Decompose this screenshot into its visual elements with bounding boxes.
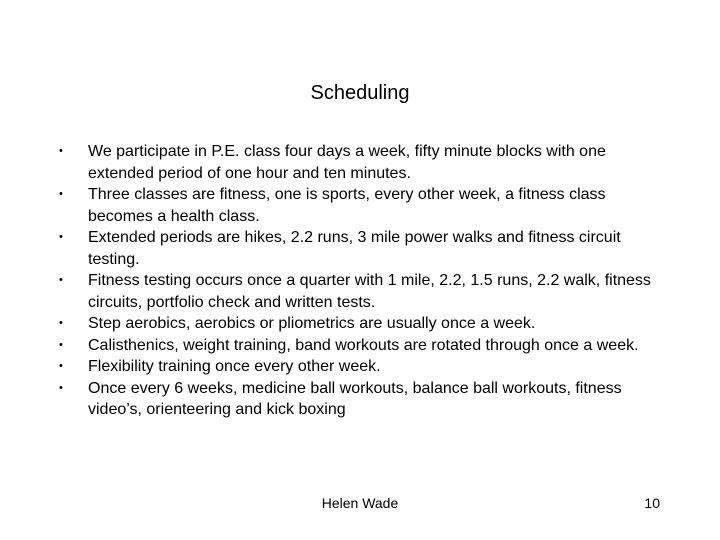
bullet-icon: • [59,360,63,372]
bullet-text: We participate in P.E. class four days a week, fifty minute blocks with one extended period of one hour and ten minutes. [88,143,606,182]
bullet-list [55,141,670,421]
bullet-item [55,313,670,335]
bullet-text: Three classes are fitness, one is sports, every other week, a fitness class becomes a health class. [88,186,606,225]
bullet-item [55,227,670,270]
slide-title: Scheduling [310,82,410,104]
bullet-text: Once every 6 weeks, medicine ball workouts, balance ball workouts, fitness video’s, orienteering and kick boxing [88,379,622,418]
page-number: 10 [644,495,660,511]
bullet-item [55,141,670,184]
bullet-text: Fitness testing occurs once a quarter with 1 mile, 2.2, 1.5 runs, 2.2 walk, fitness circuits, portfolio check and written tests. [88,272,651,311]
bullet-icon: • [59,188,63,200]
bullet-text: Extended periods are hikes, 2.2 runs, 3 mile power walks and fitness circuit testing. [88,229,621,268]
bullet-icon: • [59,231,63,243]
bullet-text: Step aerobics, aerobics or pliometrics are usually once a week. [88,315,536,332]
bullet-item [55,378,670,421]
bullet-icon: • [59,381,63,394]
bullet-icon: • [59,317,63,329]
bullet-item [55,335,670,357]
bullet-icon: • [59,338,63,351]
bullet-icon: • [59,274,63,286]
bullet-text: Flexibility training once every other week. [88,358,381,375]
bullet-item [55,270,670,313]
bullet-item [55,356,670,378]
bullet-item [55,184,670,227]
bullet-text: Calisthenics, weight training, band workouts are rotated through once a week. [88,336,639,354]
footer-author: Helen Wade [321,495,399,511]
bullet-icon: • [59,145,63,157]
